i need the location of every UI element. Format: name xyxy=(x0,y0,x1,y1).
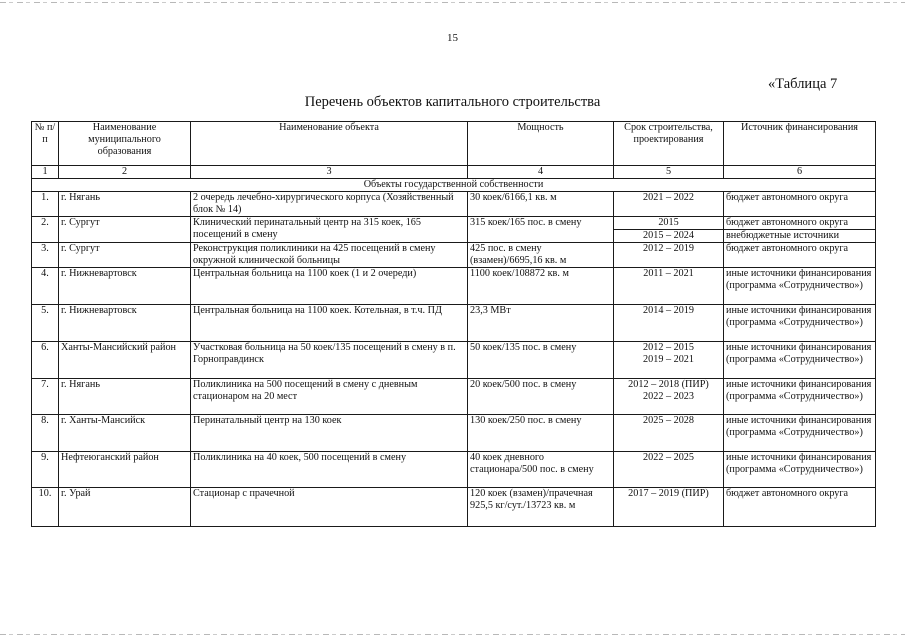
column-number: 6 xyxy=(724,166,876,179)
column-number: 4 xyxy=(468,166,614,179)
row-term xyxy=(614,305,724,342)
row-number: 1. xyxy=(32,192,59,217)
table-row xyxy=(32,305,876,342)
row-capacity: 130 коек/250 пос. в смену xyxy=(468,415,614,452)
column-number-row xyxy=(32,166,876,179)
row-capacity: 315 коек/165 пос. в смену xyxy=(468,217,614,243)
row-municipality: г. Урай xyxy=(59,488,191,527)
table-row xyxy=(32,415,876,452)
row-object: Участковая больница на 50 коек/135 посещений в смену в п. Горноправдинск xyxy=(191,342,468,379)
row-number: 7. xyxy=(32,379,59,415)
row-source xyxy=(724,305,876,342)
header-object: Наименование объекта xyxy=(191,122,468,166)
row-municipality: г. Сургут xyxy=(59,243,191,268)
source-line: иные источники финансирования (программа «Сотрудничество») xyxy=(726,305,872,328)
source-line: иные источники финансирования (программа «Сотрудничество») xyxy=(726,452,872,475)
row-capacity: 425 пос. в смену (взамен)/6695,16 кв. м xyxy=(468,243,614,268)
row-municipality: Ханты-Мансийский район xyxy=(59,342,191,379)
column-number: 1 xyxy=(32,166,59,179)
row-capacity: 50 коек/135 пос. в смену xyxy=(468,342,614,379)
row-term xyxy=(614,415,724,452)
row-source xyxy=(724,243,876,268)
source-line: бюджет автономного округа xyxy=(726,243,849,254)
term-line: 2017 – 2019 (ПИР) xyxy=(628,488,709,499)
source-line: внебюджетные источники xyxy=(726,230,840,241)
row-capacity: 23,3 МВт xyxy=(468,305,614,342)
table-row xyxy=(32,379,876,415)
header-row xyxy=(32,122,876,166)
row-capacity: 20 коек/500 пос. в смену xyxy=(468,379,614,415)
row-source xyxy=(724,452,876,488)
row-object: Центральная больница на 1100 коек. Котельная, в т.ч. ПД xyxy=(191,305,468,342)
header-num: № п/п xyxy=(32,122,59,166)
source-line: бюджет автономного округа xyxy=(726,192,849,203)
row-number: 4. xyxy=(32,268,59,305)
row-number: 8. xyxy=(32,415,59,452)
row-object: Клинический перинатальный центр на 315 коек, 165 посещений в смену xyxy=(191,217,468,243)
section-title: Объекты государственной собственности xyxy=(32,179,876,192)
table-row xyxy=(32,452,876,488)
row-object: Стационар с прачечной xyxy=(191,488,468,527)
source-line: иные источники финансирования (программа «Сотрудничество») xyxy=(726,415,872,438)
row-municipality: г. Нижневартовск xyxy=(59,268,191,305)
row-number: 10. xyxy=(32,488,59,527)
term-line: 2022 – 2023 xyxy=(643,391,694,402)
term-line: 2015 xyxy=(614,217,723,230)
row-object: Реконструкция поликлиники на 425 посещений в смену окружной клинической больницы xyxy=(191,243,468,268)
row-source xyxy=(724,379,876,415)
row-object: Поликлиника на 500 посещений в смену с дневным стационаром на 20 мест xyxy=(191,379,468,415)
row-term xyxy=(614,217,724,243)
row-object: 2 очередь лечебно-хирургического корпуса (Хозяйственный блок № 14) xyxy=(191,192,468,217)
row-number: 9. xyxy=(32,452,59,488)
row-capacity: 40 коек дневного стационара/500 пос. в смену xyxy=(468,452,614,488)
table-label: «Таблица 7 xyxy=(768,76,838,92)
header-term: Срок строительства, проектирования xyxy=(614,122,724,166)
row-object: Перинатальный центр на 130 коек xyxy=(191,415,468,452)
term-line: 2012 – 2015 xyxy=(643,342,694,353)
term-line: 2012 – 2018 (ПИР) xyxy=(628,379,709,390)
row-number: 2. xyxy=(32,217,59,243)
source-line: бюджет автономного округа xyxy=(726,488,849,499)
row-term xyxy=(614,379,724,415)
row-municipality: г. Ханты-Мансийск xyxy=(59,415,191,452)
term-line: 2021 – 2022 xyxy=(643,192,694,203)
row-source xyxy=(724,217,876,243)
row-term xyxy=(614,192,724,217)
page-number: 15 xyxy=(447,32,458,44)
term-line: 2011 – 2021 xyxy=(643,268,694,279)
term-line: 2014 – 2019 xyxy=(643,305,694,316)
table-row xyxy=(32,268,876,305)
source-line: иные источники финансирования (программа «Сотрудничество») xyxy=(726,268,872,291)
scan-edge-top xyxy=(0,2,905,3)
term-line: 2015 – 2024 xyxy=(643,230,694,241)
table-row xyxy=(32,342,876,379)
row-term xyxy=(614,243,724,268)
row-municipality: г. Сургут xyxy=(59,217,191,243)
term-line: 2025 – 2028 xyxy=(643,415,694,426)
row-term xyxy=(614,452,724,488)
row-source xyxy=(724,415,876,452)
row-term xyxy=(614,488,724,527)
header-municipality: Наименование муниципального образования xyxy=(59,122,191,166)
header-source: Источник финансирования xyxy=(724,122,876,166)
term-line: 2012 – 2019 xyxy=(643,243,694,254)
row-capacity: 1100 коек/108872 кв. м xyxy=(468,268,614,305)
row-number: 3. xyxy=(32,243,59,268)
column-number: 3 xyxy=(191,166,468,179)
table-row xyxy=(32,243,876,268)
scan-edge-bottom xyxy=(0,634,905,635)
column-number: 5 xyxy=(614,166,724,179)
source-line: иные источники финансирования (программа «Сотрудничество») xyxy=(726,379,872,402)
construction-objects-table xyxy=(31,121,876,527)
term-line: 2019 – 2021 xyxy=(643,354,694,365)
row-object: Центральная больница на 1100 коек (1 и 2 очереди) xyxy=(191,268,468,305)
table-row xyxy=(32,192,876,217)
column-number: 2 xyxy=(59,166,191,179)
row-capacity: 120 коек (взамен)/прачечная 925,5 кг/сут./13723 кв. м xyxy=(468,488,614,527)
document-title: Перечень объектов капитального строительства xyxy=(304,94,601,110)
row-source xyxy=(724,488,876,527)
header-capacity: Мощность xyxy=(468,122,614,166)
row-municipality: г. Нижневартовск xyxy=(59,305,191,342)
table-row xyxy=(32,217,876,243)
row-number: 5. xyxy=(32,305,59,342)
row-term xyxy=(614,342,724,379)
row-term xyxy=(614,268,724,305)
row-object: Поликлиника на 40 коек, 500 посещений в смену xyxy=(191,452,468,488)
term-line: 2022 – 2025 xyxy=(643,452,694,463)
row-source xyxy=(724,192,876,217)
row-number: 6. xyxy=(32,342,59,379)
row-municipality: г. Нягань xyxy=(59,192,191,217)
row-municipality: г. Нягань xyxy=(59,379,191,415)
section-row xyxy=(32,179,876,192)
row-municipality: Нефтеюганский район xyxy=(59,452,191,488)
table-row xyxy=(32,488,876,527)
row-source xyxy=(724,342,876,379)
source-line: иные источники финансирования (программа «Сотрудничество») xyxy=(726,342,872,365)
row-capacity: 30 коек/6166,1 кв. м xyxy=(468,192,614,217)
source-line: бюджет автономного округа xyxy=(724,217,875,230)
row-source xyxy=(724,268,876,305)
